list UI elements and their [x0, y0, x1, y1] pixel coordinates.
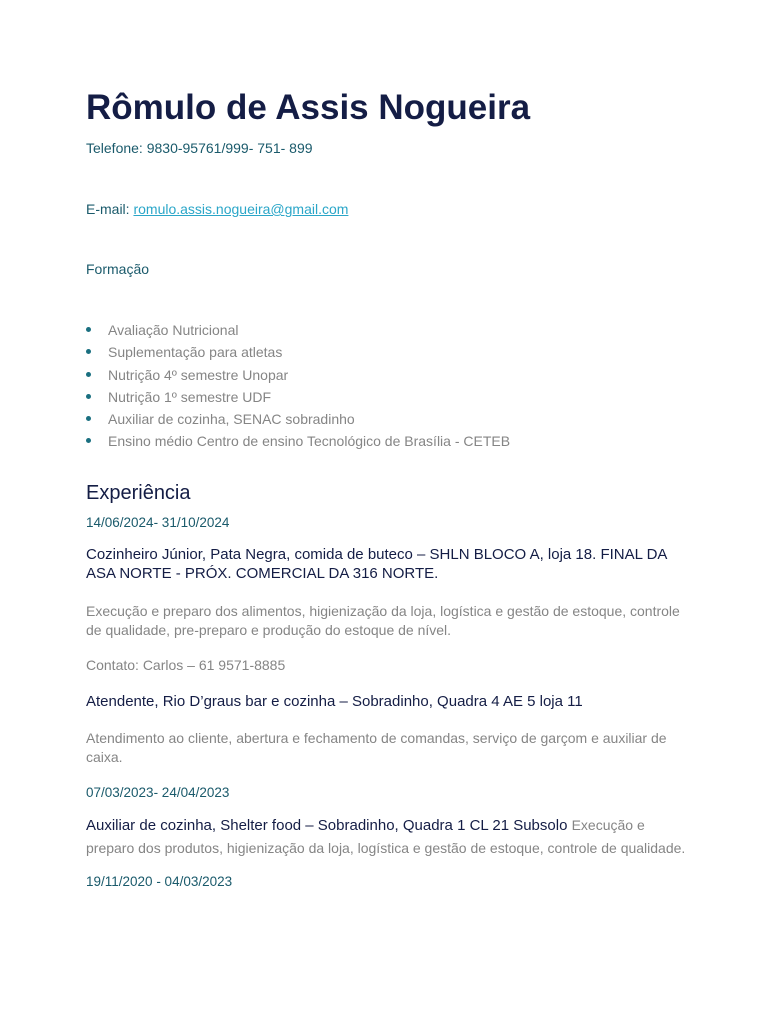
job-date: 14/06/2024- 31/10/2024 [86, 515, 230, 530]
job-description: Execução e preparo dos produtos, higienização da loja, logística e gestão de estoque, controle de qualidade. [86, 817, 686, 856]
list-item [86, 344, 510, 366]
job-entry [86, 814, 686, 860]
bullet-icon [86, 349, 91, 354]
list-item [86, 433, 510, 455]
bullet-icon [86, 438, 91, 443]
phone-value: 9830-95761/999- 751- 899 [146, 140, 313, 156]
education-item-text: Suplementação para atletas [108, 344, 283, 361]
bullet-icon [86, 327, 91, 332]
job-title: Cozinheiro Júnior, Pata Negra, comida de buteco – SHLN BLOCO A, loja 18. FINAL DA ASA NORTE - PRÓX. COMERCIAL DA 316 NORTE. [86, 546, 667, 582]
email-label: E-mail: [86, 201, 134, 217]
list-item [86, 322, 510, 344]
education-item-text: Nutrição 1º semestre UDF [108, 388, 272, 405]
bullet-icon [86, 372, 91, 377]
list-item [86, 367, 510, 389]
email-link[interactable]: romulo.assis.nogueira@gmail.com [133, 201, 349, 217]
job-description: Atendimento ao cliente, abertura e fechamento de comandas, serviço de garçom e auxiliar de caixa. [86, 730, 667, 765]
experience-heading: Experiência [86, 482, 191, 504]
job-date: 19/11/2020 - 04/03/2023 [86, 874, 233, 889]
education-list [86, 322, 510, 456]
education-item-text: Nutrição 4º semestre Unopar [108, 366, 289, 383]
candidate-name: Rômulo de Assis Nogueira [86, 88, 531, 127]
list-item [86, 411, 510, 433]
education-item-text: Avaliação Nutricional [108, 322, 239, 338]
list-item [86, 389, 510, 411]
formacao-heading: Formação [86, 261, 150, 277]
education-item-text: Ensino médio Centro de ensino Tecnológico de Brasília - CETEB [108, 433, 511, 450]
education-item-text: Auxiliar de cozinha, SENAC sobradinho [108, 411, 355, 428]
job-description: Execução e preparo dos alimentos, higienização da loja, logística e gestão de estoque, controle de qualidade, pre-preparo e produção do estoque de nível. [86, 603, 680, 638]
job-title: Atendente, Rio D’graus bar e cozinha – Sobradinho, Quadra 4 AE 5 loja 11 [86, 693, 583, 710]
phone-label: Telefone: [86, 140, 147, 156]
bullet-icon [86, 394, 91, 399]
job-date: 07/03/2023- 24/04/2023 [86, 785, 230, 800]
job-title: Auxiliar de cozinha, Shelter food – Sobradinho, Quadra 1 CL 21 Subsolo [86, 817, 568, 834]
email-line [86, 201, 348, 217]
bullet-icon [86, 416, 91, 421]
phone-line [86, 140, 313, 156]
job-contact: Contato: Carlos – 61 9571-8885 [86, 657, 286, 673]
